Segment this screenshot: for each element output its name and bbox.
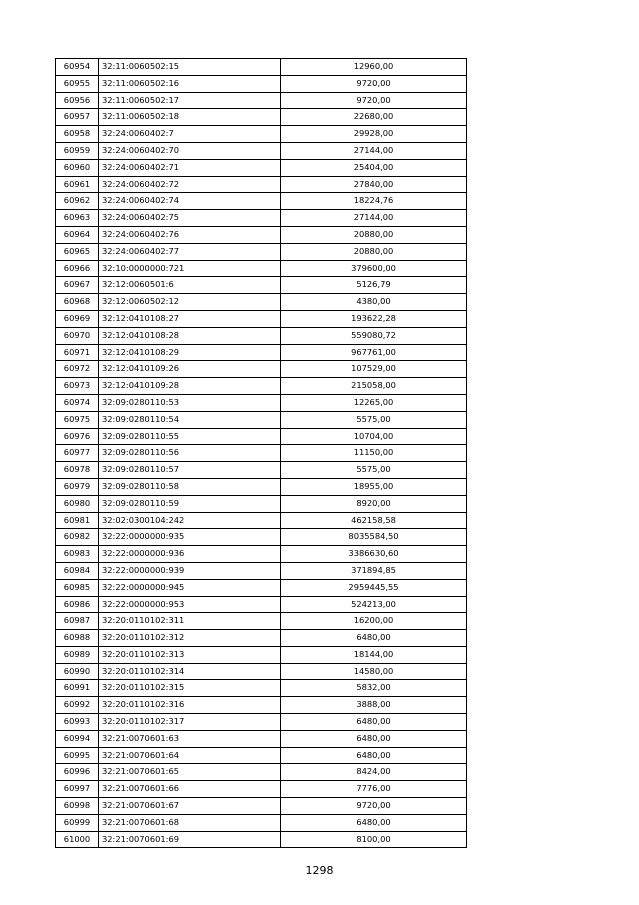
table-row (56, 495, 467, 512)
table-row (56, 596, 467, 613)
table-row (56, 747, 467, 764)
row-number: 60977 (56, 445, 99, 462)
cadastral-number: 32:22:0000000:936 (99, 546, 281, 563)
row-number: 60987 (56, 613, 99, 630)
row-number: 60969 (56, 310, 99, 327)
cadastral-number: 32:12:0410109:28 (99, 378, 281, 395)
cadastral-value: 12960,00 (281, 59, 467, 76)
cadastral-number: 32:21:0070601:68 (99, 814, 281, 831)
table-row (56, 697, 467, 714)
cadastral-number: 32:12:0410108:29 (99, 344, 281, 361)
row-number: 60982 (56, 529, 99, 546)
cadastral-value: 7776,00 (281, 781, 467, 798)
row-number: 60978 (56, 462, 99, 479)
row-number: 60984 (56, 562, 99, 579)
row-number: 60972 (56, 361, 99, 378)
table-row (56, 613, 467, 630)
cadastral-number: 32:09:0280110:53 (99, 394, 281, 411)
cadastral-value: 8920,00 (281, 495, 467, 512)
table-row (56, 159, 467, 176)
cadastral-value: 5575,00 (281, 462, 467, 479)
table-row (56, 428, 467, 445)
table-row (56, 126, 467, 143)
table-row (56, 579, 467, 596)
row-number: 60961 (56, 176, 99, 193)
table-row (56, 764, 467, 781)
cadastral-value: 6480,00 (281, 714, 467, 731)
cadastral-value: 18144,00 (281, 646, 467, 663)
cadastral-number: 32:24:0060402:77 (99, 243, 281, 260)
cadastral-value: 6480,00 (281, 747, 467, 764)
cadastral-value: 193622,28 (281, 310, 467, 327)
table-row (56, 831, 467, 848)
row-number: 60975 (56, 411, 99, 428)
table-row (56, 176, 467, 193)
table-row (56, 361, 467, 378)
cadastral-value: 462158,58 (281, 512, 467, 529)
table-row (56, 781, 467, 798)
table-row (56, 344, 467, 361)
cadastral-number: 32:21:0070601:65 (99, 764, 281, 781)
cadastral-number: 32:12:0060501:6 (99, 277, 281, 294)
table-row (56, 663, 467, 680)
cadastral-value: 6480,00 (281, 814, 467, 831)
row-number: 60996 (56, 764, 99, 781)
cadastral-value: 4380,00 (281, 294, 467, 311)
row-number: 60958 (56, 126, 99, 143)
row-number: 60955 (56, 75, 99, 92)
row-number: 60970 (56, 327, 99, 344)
row-number: 60993 (56, 714, 99, 731)
cadastral-value: 379600,00 (281, 260, 467, 277)
cadastral-number: 32:11:0060502:15 (99, 59, 281, 76)
cadastral-number: 32:09:0280110:56 (99, 445, 281, 462)
table-row (56, 243, 467, 260)
cadastral-value: 559080,72 (281, 327, 467, 344)
table-row (56, 92, 467, 109)
cadastral-value: 20880,00 (281, 226, 467, 243)
table-row (56, 512, 467, 529)
cadastral-number: 32:11:0060502:18 (99, 109, 281, 126)
row-number: 60954 (56, 59, 99, 76)
cadastral-number: 32:20:0110102:316 (99, 697, 281, 714)
cadastral-value: 16200,00 (281, 613, 467, 630)
cadastral-number: 32:09:0280110:57 (99, 462, 281, 479)
cadastral-value: 2959445,55 (281, 579, 467, 596)
cadastral-number: 32:12:0410108:28 (99, 327, 281, 344)
row-number: 60957 (56, 109, 99, 126)
cadastral-value-table (55, 58, 467, 848)
cadastral-value: 12265,00 (281, 394, 467, 411)
cadastral-number: 32:21:0070601:64 (99, 747, 281, 764)
cadastral-value: 27144,00 (281, 210, 467, 227)
row-number: 60965 (56, 243, 99, 260)
table-row (56, 478, 467, 495)
row-number: 60973 (56, 378, 99, 395)
row-number: 60988 (56, 630, 99, 647)
cadastral-value: 11150,00 (281, 445, 467, 462)
row-number: 60991 (56, 680, 99, 697)
table-row (56, 310, 467, 327)
cadastral-value: 20880,00 (281, 243, 467, 260)
table-row (56, 226, 467, 243)
cadastral-number: 32:20:0110102:317 (99, 714, 281, 731)
table-row (56, 378, 467, 395)
cadastral-value: 14580,00 (281, 663, 467, 680)
cadastral-value: 8424,00 (281, 764, 467, 781)
row-number: 60968 (56, 294, 99, 311)
cadastral-value: 9720,00 (281, 798, 467, 815)
table-row (56, 814, 467, 831)
cadastral-number: 32:20:0110102:314 (99, 663, 281, 680)
table-row (56, 59, 467, 76)
table-row (56, 294, 467, 311)
cadastral-value: 8035584,50 (281, 529, 467, 546)
cadastral-number: 32:09:0280110:59 (99, 495, 281, 512)
row-number: 60999 (56, 814, 99, 831)
row-number: 60974 (56, 394, 99, 411)
cadastral-number: 32:24:0060402:71 (99, 159, 281, 176)
row-number: 60983 (56, 546, 99, 563)
cadastral-value: 29928,00 (281, 126, 467, 143)
cadastral-number: 32:24:0060402:74 (99, 193, 281, 210)
cadastral-number: 32:24:0060402:76 (99, 226, 281, 243)
page-number: 1298 (305, 864, 334, 877)
cadastral-number: 32:20:0110102:313 (99, 646, 281, 663)
table-row (56, 394, 467, 411)
cadastral-number: 32:12:0410109:26 (99, 361, 281, 378)
cadastral-number: 32:24:0060402:70 (99, 142, 281, 159)
table-row (56, 646, 467, 663)
row-number: 60971 (56, 344, 99, 361)
table-row (56, 730, 467, 747)
row-number: 60981 (56, 512, 99, 529)
cadastral-value: 371894,85 (281, 562, 467, 579)
cadastral-number: 32:12:0060502:12 (99, 294, 281, 311)
cadastral-number: 32:21:0070601:67 (99, 798, 281, 815)
row-number: 60997 (56, 781, 99, 798)
cadastral-value: 25404,00 (281, 159, 467, 176)
cadastral-value: 10704,00 (281, 428, 467, 445)
cadastral-value: 9720,00 (281, 75, 467, 92)
cadastral-number: 32:22:0000000:935 (99, 529, 281, 546)
table-row (56, 546, 467, 563)
cadastral-number: 32:11:0060502:16 (99, 75, 281, 92)
row-number: 60976 (56, 428, 99, 445)
table-row (56, 798, 467, 815)
table-row (56, 109, 467, 126)
cadastral-number: 32:24:0060402:72 (99, 176, 281, 193)
cadastral-value: 967761,00 (281, 344, 467, 361)
row-number: 61000 (56, 831, 99, 848)
cadastral-number: 32:11:0060502:17 (99, 92, 281, 109)
table-row (56, 75, 467, 92)
cadastral-number: 32:20:0110102:315 (99, 680, 281, 697)
row-number: 60963 (56, 210, 99, 227)
cadastral-value: 3386630,60 (281, 546, 467, 563)
cadastral-value: 22680,00 (281, 109, 467, 126)
cadastral-number: 32:02:0300104:242 (99, 512, 281, 529)
cadastral-value: 9720,00 (281, 92, 467, 109)
cadastral-value: 8100,00 (281, 831, 467, 848)
row-number: 60989 (56, 646, 99, 663)
table-row (56, 630, 467, 647)
table-row (56, 411, 467, 428)
row-number: 60956 (56, 92, 99, 109)
table-row (56, 445, 467, 462)
table-body (56, 59, 467, 848)
row-number: 60990 (56, 663, 99, 680)
table-row (56, 562, 467, 579)
row-number: 60960 (56, 159, 99, 176)
cadastral-value: 6480,00 (281, 630, 467, 647)
cadastral-value: 18955,00 (281, 478, 467, 495)
cadastral-value: 215058,00 (281, 378, 467, 395)
cadastral-number: 32:24:0060402:75 (99, 210, 281, 227)
row-number: 60959 (56, 142, 99, 159)
table-row (56, 714, 467, 731)
table-row (56, 529, 467, 546)
cadastral-number: 32:09:0280110:54 (99, 411, 281, 428)
cadastral-number: 32:22:0000000:945 (99, 579, 281, 596)
cadastral-number: 32:22:0000000:939 (99, 562, 281, 579)
cadastral-value: 6480,00 (281, 730, 467, 747)
cadastral-number: 32:09:0280110:55 (99, 428, 281, 445)
row-number: 60994 (56, 730, 99, 747)
table-row (56, 327, 467, 344)
table-row (56, 142, 467, 159)
cadastral-value: 5832,00 (281, 680, 467, 697)
cadastral-number: 32:20:0110102:312 (99, 630, 281, 647)
cadastral-number: 32:10:0000000:721 (99, 260, 281, 277)
cadastral-number: 32:22:0000000:953 (99, 596, 281, 613)
row-number: 60995 (56, 747, 99, 764)
row-number: 60967 (56, 277, 99, 294)
cadastral-number: 32:24:0060402:7 (99, 126, 281, 143)
cadastral-value: 3888,00 (281, 697, 467, 714)
cadastral-value: 5575,00 (281, 411, 467, 428)
cadastral-value: 27144,00 (281, 142, 467, 159)
row-number: 60986 (56, 596, 99, 613)
row-number: 60966 (56, 260, 99, 277)
table-row (56, 193, 467, 210)
cadastral-value: 27840,00 (281, 176, 467, 193)
cadastral-value: 524213,00 (281, 596, 467, 613)
row-number: 60979 (56, 478, 99, 495)
cadastral-value: 107529,00 (281, 361, 467, 378)
row-number: 60980 (56, 495, 99, 512)
row-number: 60998 (56, 798, 99, 815)
table-row (56, 462, 467, 479)
cadastral-value: 5126,79 (281, 277, 467, 294)
cadastral-number: 32:21:0070601:63 (99, 730, 281, 747)
table-row (56, 210, 467, 227)
cadastral-number: 32:12:0410108:27 (99, 310, 281, 327)
row-number: 60962 (56, 193, 99, 210)
row-number: 60992 (56, 697, 99, 714)
table-row (56, 680, 467, 697)
cadastral-number: 32:21:0070601:69 (99, 831, 281, 848)
cadastral-number: 32:20:0110102:311 (99, 613, 281, 630)
table-row (56, 260, 467, 277)
row-number: 60985 (56, 579, 99, 596)
cadastral-value: 18224,76 (281, 193, 467, 210)
row-number: 60964 (56, 226, 99, 243)
cadastral-number: 32:09:0280110:58 (99, 478, 281, 495)
cadastral-number: 32:21:0070601:66 (99, 781, 281, 798)
table-row (56, 277, 467, 294)
